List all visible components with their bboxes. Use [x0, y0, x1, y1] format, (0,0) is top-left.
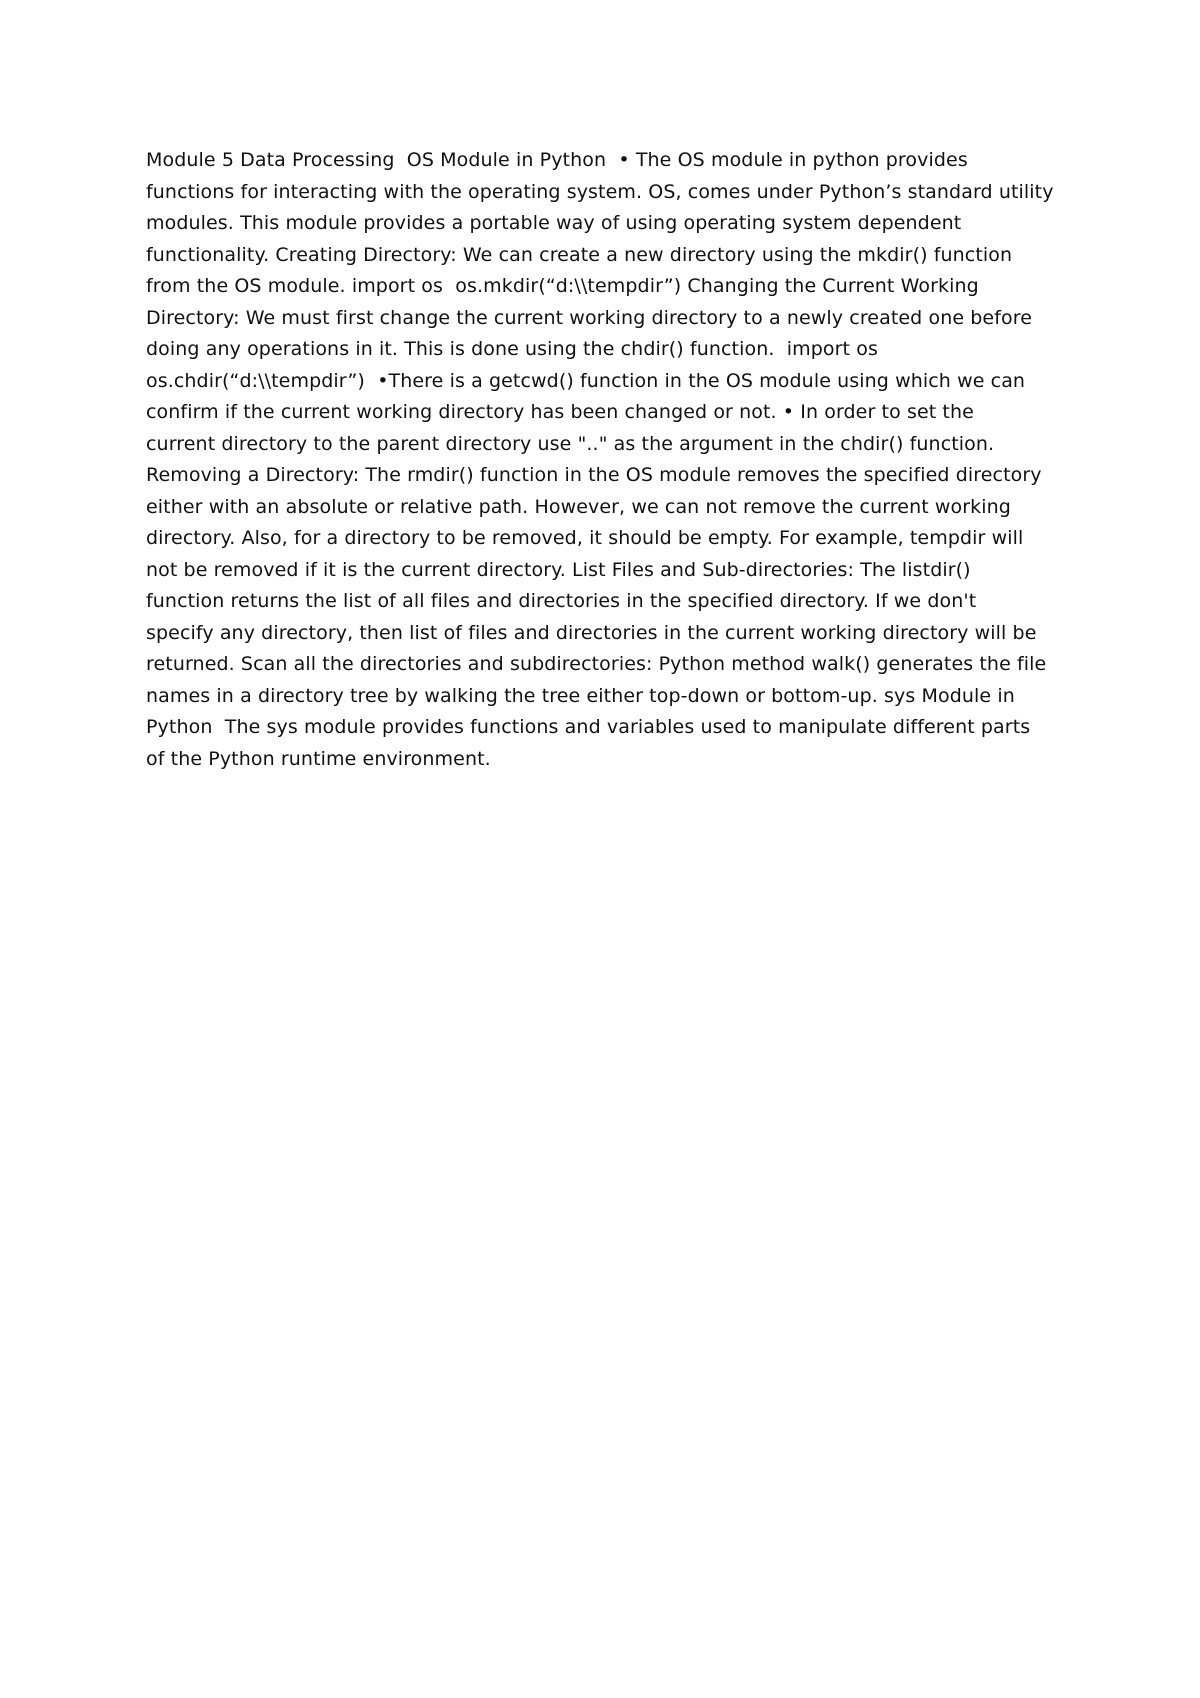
text-line: Python The sys module provides functions and variables used to manipulate different parts [146, 716, 1031, 738]
text-line: modules. This module provides a portable way of using operating system dependent [146, 212, 962, 234]
text-line: directory. Also, for a directory to be removed, it should be empty. For example, tempdir will [146, 527, 1024, 549]
text-line: os.chdir(“d:\\tempdir”) •There is a getcwd() function in the OS module using which we can [146, 369, 1026, 392]
text-line: names in a directory tree by walking the tree either top-down or bottom-up. sys Module in [146, 684, 1015, 707]
text-line: returned. Scan all the directories and subdirectories: Python method walk() generates the file [146, 653, 1047, 675]
text-line: Directory: We must first change the current working directory to a newly created one before [146, 306, 1033, 329]
text-line: from the OS module. import os os.mkdir(“d:\\tempdir”) Changing the Current Working [146, 275, 979, 297]
document-body-text [146, 145, 1066, 775]
text-line: functions for interacting with the operating system. OS, comes under Python’s standard utility [146, 180, 1054, 203]
text-line: either with an absolute or relative path. However, we can not remove the current working [146, 495, 1011, 518]
text-line: Module 5 Data Processing OS Module in Python • The OS module in python provides [146, 149, 968, 171]
text-line: current directory to the parent directory use ".." as the argument in the chdir() function. [146, 432, 995, 455]
text-line: Removing a Directory: The rmdir() function in the OS module removes the specified directory [146, 464, 1042, 486]
text-line: functionality. Creating Directory: We can create a new directory using the mkdir() function [146, 243, 1013, 266]
text-line: doing any operations in it. This is done using the chdir() function. import os [146, 338, 878, 360]
text-line: specify any directory, then list of files and directories in the current working directory will be [146, 621, 1037, 644]
text-line: not be removed if it is the current directory. List Files and Sub-directories: The listdir() [146, 558, 971, 581]
text-line: confirm if the current working directory has been changed or not. • In order to set the [146, 401, 974, 423]
text-line: of the Python runtime environment. [146, 747, 491, 770]
text-line: function returns the list of all files and directories in the specified directory. If we don't [146, 590, 977, 612]
